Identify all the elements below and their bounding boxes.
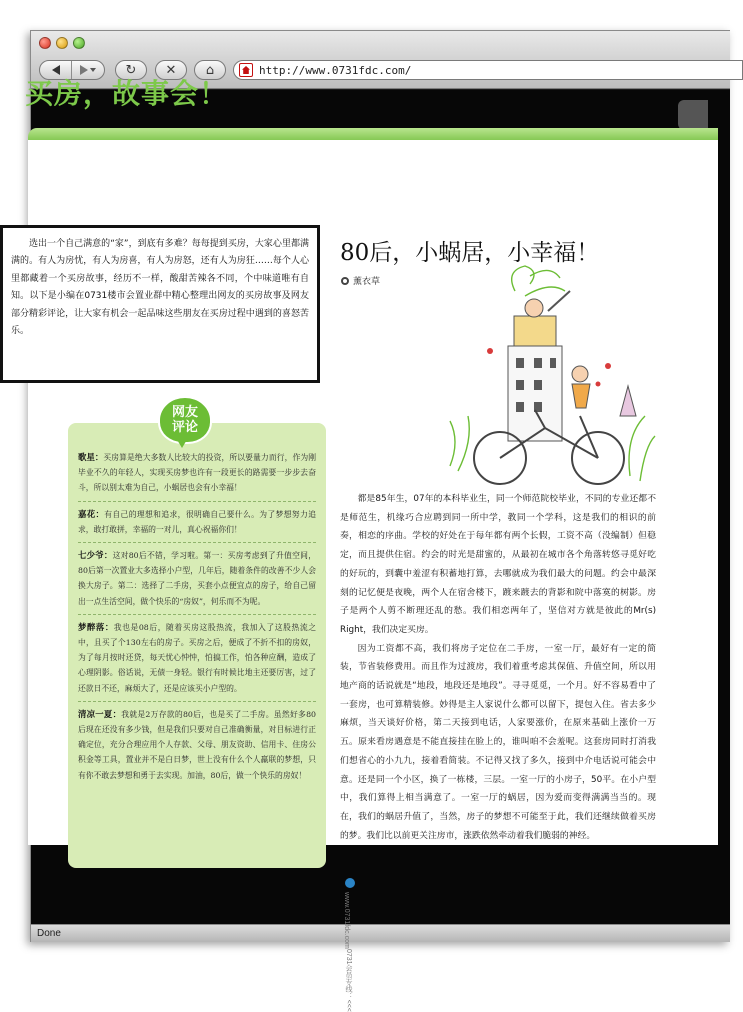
comment-entry [78,502,316,543]
comment-text: 我也是08后，随着买房这股热流，我加入了这股热流之中，且买了个130左右的房子。买房之后，便成了不折不扣的房奴，为了每月按时还贷，每天忧心忡忡，怕搞工作，怕各种应酬，造成了心理阴影。俗话说，无债一身轻。银行有时候比地主还要厉害，过了还款日不还，麻烦大了，还是应该买小户型的。 [78,622,317,693]
comment-author: 歌星： [78,452,104,462]
author-name: 薰衣草 [353,277,381,287]
comment-entry [78,445,316,502]
article-body [340,490,656,845]
side-hotline: 0731会员专线：<<< [345,948,352,1012]
badge-line-1: 网友 [171,405,198,420]
close-window-icon[interactable] [39,37,51,49]
intro-box [0,225,320,383]
side-site-label [343,878,357,1012]
status-bar: Done [31,924,730,942]
comment-author: 清凉一夏： [78,708,122,719]
comment-text: 买房算是绝大多数人比较大的投资，所以要量力而行，作为刚毕业不久的年轻人，实现买房梦也许有一段更长的路需要一步步去奋斗，所以别太难为自己，小蜗居也会有小幸福！ [78,453,317,493]
side-tab [678,100,708,130]
article-paragraph: 都是85年生，07年的本科毕业生，同一个师范院校毕业，不同的专业还都不是师范生，机缘巧合应聘到同一所中学，教同一个学科，这是我们的相识的前奏，相恋的序曲。学校的好处在于每年都有两个长假，工资不高（没编制）但稳定，而且提供住宿。约会的时光是甜蜜的，从最初在城市各个角落转悠寻觅好吃的好玩的，到囊中羞涩有积蓄地打算，去哪就成为我们最大的问题。约会中最深刻的记忆便是夜晚，两个人在宿舍楼下，踱来踱去的背影和院中落寞的树影。房子是两个人剪不断理还乱的愁。我们相恋两年了，坚信对方就是彼此的Mr(s) Right，我们决定买房。 [340,494,656,635]
comment-text: 有自己的理想和追求，很明确自己要什么。为了梦想努力追求，敢打敢拼，幸福的一对儿，真心祝福你们！ [78,509,317,534]
comment-author: 嘉花： [78,508,105,519]
badge-tail [176,438,188,448]
maximize-window-icon[interactable] [73,37,85,49]
reload-icon: ↻ [125,62,137,78]
site-logo-icon [345,878,355,888]
article-author [341,274,380,287]
magazine-title: 买房，故事会！ [25,77,229,110]
comment-author: 七少爷： [78,550,113,561]
comment-entry [78,702,316,788]
article-title: 80后，小蜗居，小幸福！ [340,240,600,266]
comments-badge [158,396,212,444]
article-paragraph: 因为工资都不高，我们将房子定位在二手房，一室一厅，最好有一定的简装，节省装修费用。而且作为过渡房，我们着重考虑其保值、升值空间，所以用地产商的话说就是“地段，地段还是地段”。寻寻觅觅，一个月。好不容易看中了一套房，也可算精装修。妙得是主人家说什么都可以留下，提包入住。省去多少麻烦，当天谈好价格，第二天接到电话，人家要涨价，在原来基础上涨价一万五。原来看房遇意是不能直接挂在脸上的，谁叫咱不会羞呢。这套房同时打消我们想省心的小九九，接着看简装。不记得又找了多久，接到中介电话说可能会中意。还是同一个小区，换了一栋楼，三层。一室一厅的小房子，50平。在小户型中，我们算得上相当满意了。一室一厅的蜗居，因为爱而变得满满当当的。现在，我们的蜗居升值了，当然，房子的梦想不可能至于此，我们还继续做着买房的梦。我们比以前更关注房市，涨跌依然牵动着我们脆弱的神经。 [340,643,656,841]
badge-line-2: 评论 [171,420,198,435]
comments-panel [68,423,326,868]
minimize-window-icon[interactable] [56,37,68,49]
intro-text: 选出一个自己满意的“家”，到底有多难？每每提到买房，大家心里都满满的。有人为房忧，有人为房喜，有人为房怒，还有人为房狂……每个人心里都藏着一个买房故事，经历不一样，酸甜苦辣各不同，个中味道唯有自知。以下是小编在0731楼市会置业群中精心整理出网友的买房故事及网友部分精彩评论，让大家有机会一起品味这些朋友在买房过程中遇到的喜怒苦乐。 [11,239,309,337]
comment-entry [78,615,316,702]
side-site-url: www.0731fdc.com [343,892,350,949]
author-mark-icon [341,277,349,285]
comment-entry [78,543,316,615]
address-bar[interactable] [233,60,743,80]
comment-text: 我就是2万存款的80后，也是买了二手房。虽然好多80后现在还没有多少钱，但是我们只要对自己准确衡量，对目标进行正确定位，充分合理应用个人存款、父母、朋友资助、信用卡、住房公积金等工具，置业并不是白日梦，世上没有什么个人羸联的梦想，只有你不敢去梦想和勇于去实现。加油，80后，做一个快乐的房奴！ [78,709,316,780]
url-text[interactable]: http://www.0731fdc.com/ [259,63,412,77]
comment-author: 梦醉落： [78,621,114,632]
home-icon: ⌂ [205,62,215,78]
comment-text: 这对80后不错，学习啦。第一：买房考虑到了升值空间，80后第一次置业大多选择小户型，几年后，随着条件的改善不少人会换大房子。第二：选择了二手房，买套小点便宜点的房子，给自己留出一点生活空间，做个快乐的“房奴”，何乐而不为呢。 [78,551,317,606]
site-favicon-icon [239,63,253,77]
couple-bicycle-illustration [430,256,660,496]
stop-icon: ✕ [165,62,177,78]
